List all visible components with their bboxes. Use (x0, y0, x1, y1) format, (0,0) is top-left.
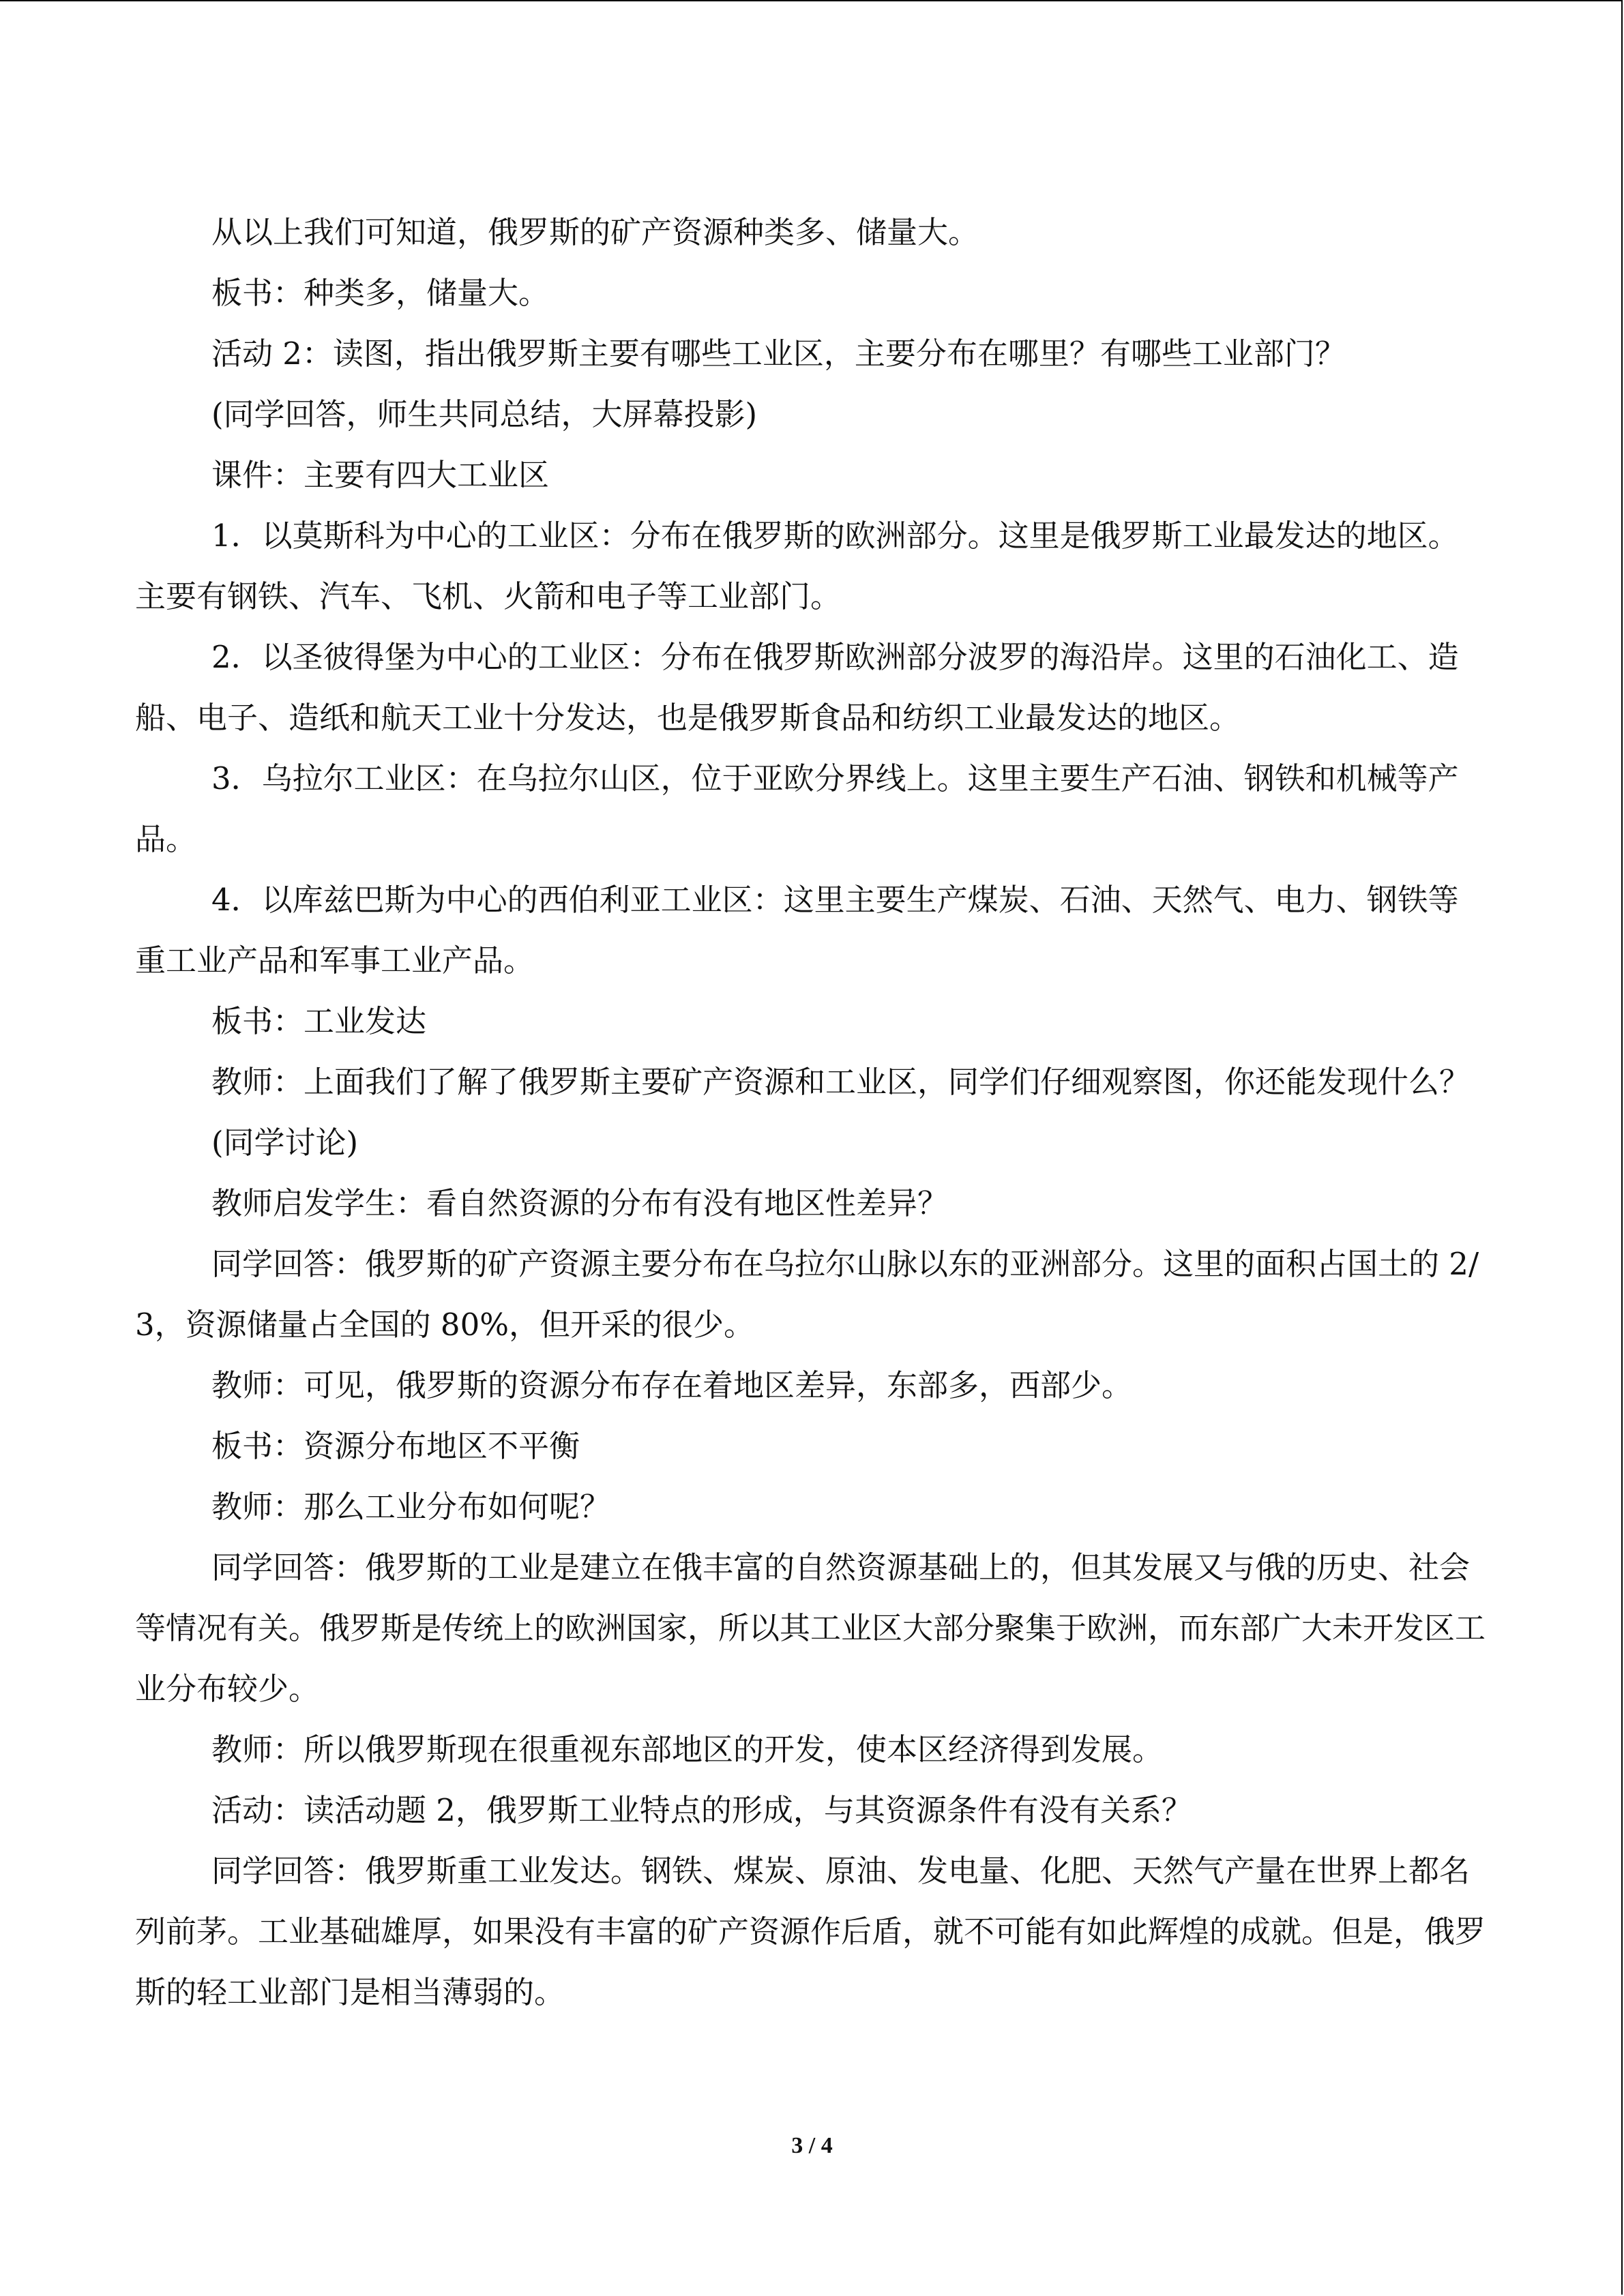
paragraph: 教师：那么工业分布如何呢？ (211, 1489, 611, 1525)
paragraph: 板书：工业发达 (211, 1003, 427, 1039)
paragraph: 3．乌拉尔工业区：在乌拉尔山区，位于亚欧分界线上。这里主要生产石油、钢铁和机械等产品。 (135, 760, 1459, 857)
paragraph: (同学回答，师生共同总结，大屏幕投影) (211, 396, 758, 432)
document-body (135, 202, 1486, 2023)
paragraph: 同学回答：俄罗斯重工业发达。钢铁、煤炭、原油、发电量、化肥、天然气产量在世界上都名列前茅。工业基础雄厚，如果没有丰富的矿产资源作后盾，就不可能有如此辉煌的成就。但是，俄罗斯的轻工业部门是相当薄弱的。 (135, 1853, 1486, 2010)
paragraph: 教师：所以俄罗斯现在很重视东部地区的开发，使本区经济得到发展。 (211, 1731, 1164, 1768)
paragraph: 活动 2：读图，指出俄罗斯主要有哪些工业区，主要分布在哪里？有哪些工业部门？ (211, 336, 1346, 372)
paragraph: 板书：种类多，储量大。 (211, 275, 550, 311)
paragraph: 课件：主要有四大工业区 (211, 457, 550, 493)
paragraph: 从以上我们可知道，俄罗斯的矿产资源种类多、储量大。 (211, 214, 979, 250)
paragraph: 教师启发学生：看自然资源的分布有没有地区性差异？ (211, 1185, 949, 1221)
paragraph: 同学回答：俄罗斯的矿产资源主要分布在乌拉尔山脉以东的亚洲部分。这里的面积占国土的 2/3，资源储量占全国的 80%，但开采的很少。 (135, 1246, 1479, 1343)
paragraph: 教师：上面我们了解了俄罗斯主要矿产资源和工业区，同学们仔细观察图，你还能发现什么？ (211, 1064, 1471, 1100)
paragraph: 活动：读活动题 2，俄罗斯工业特点的形成，与其资源条件有没有关系？ (211, 1792, 1192, 1828)
page-number: 3 / 4 (791, 2133, 833, 2158)
paragraph: 2．以圣彼得堡为中心的工业区：分布在俄罗斯欧洲部分波罗的海沿岸。这里的石油化工、造船、电子、造纸和航天工业十分发达，也是俄罗斯食品和纺织工业最发达的地区。 (135, 639, 1459, 736)
paragraph: (同学讨论) (211, 1124, 359, 1161)
paragraph: 板书：资源分布地区不平衡 (211, 1428, 580, 1464)
paragraph: 教师：可见，俄罗斯的资源分布存在着地区差异，东部多，西部少。 (211, 1367, 1133, 1403)
paragraph: 同学回答：俄罗斯的工业是建立在俄丰富的自然资源基础上的，但其发展又与俄的历史、社会等情况有关。俄罗斯是传统上的欧洲国家，所以其工业区大部分聚集于欧洲，而东部广大未开发区工业分布较少。 (135, 1549, 1486, 1707)
paragraph: 4．以库兹巴斯为中心的西伯利亚工业区：这里主要生产煤炭、石油、天然气、电力、钢铁等重工业产品和军事工业产品。 (135, 882, 1459, 979)
paragraph: 1．以莫斯科为中心的工业区：分布在俄罗斯的欧洲部分。这里是俄罗斯工业最发达的地区。主要有钢铁、汽车、飞机、火箭和电子等工业部门。 (135, 518, 1459, 614)
